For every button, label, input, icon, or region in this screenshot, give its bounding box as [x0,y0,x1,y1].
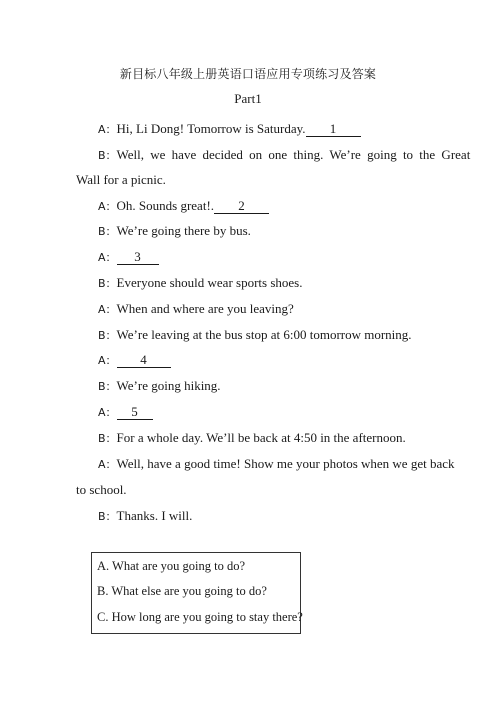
dialogue-line-11 [98,404,153,420]
dialogue-text: Well, have a good time! Show me your photos when we get back [116,456,455,471]
dialogue-text: Well, we have decided on one thing. We’re going to the Great [116,147,471,162]
dialogue-line-2 [98,147,470,163]
speaker-label: B： [98,277,117,290]
answer-blank-2: 2 [214,199,269,214]
dialogue-text: Everyone should wear sports shoes. [116,275,303,290]
answer-blank-1: 1 [306,122,361,137]
answer-blank-3: 3 [117,250,159,265]
dialogue-line-10 [98,378,221,394]
dialogue-text: Hi, Li Dong! Tomorrow is Saturday. [116,121,306,136]
dialogue-text: Oh. Sounds great!. [116,198,215,213]
dialogue-line-14 [98,508,192,524]
dialogue-line-9 [98,352,171,368]
dialogue-text: We’re leaving at the bus stop at 6:00 tomorrow morning. [116,327,412,342]
speaker-label: A： [98,200,117,213]
dialogue-text: We’re going there by bus. [116,223,251,238]
dialogue-line-12 [98,430,406,446]
part-heading: Part1 [234,91,262,106]
dialogue-line-1 [98,121,361,137]
dialogue-line-5 [98,249,159,265]
speaker-label: B： [98,432,117,445]
document-title: 新目标八年级上册英语口语应用专项练习及答案 [119,67,377,81]
dialogue-line-8 [98,327,412,343]
dialogue-text: When and where are you leaving? [116,301,294,316]
speaker-label: B： [98,380,117,393]
options-box [91,552,301,634]
speaker-label: B： [98,510,117,523]
speaker-label: A： [98,458,117,471]
speaker-label: B： [98,329,117,342]
option-a: A. What are you going to do? [97,559,245,573]
option-b: B. What else are you going to do? [97,584,267,598]
dialogue-line-4 [98,223,251,239]
speaker-label: B： [98,225,117,238]
speaker-label: B： [98,149,117,162]
dialogue-text: We’re going hiking. [116,378,221,393]
answer-blank-5: 5 [117,405,153,420]
answer-blank-4: 4 [117,353,171,368]
speaker-label: A： [98,123,117,136]
dialogue-line-6 [98,275,302,291]
dialogue-text: Thanks. I will. [116,508,193,523]
dialogue-line-3 [98,198,269,214]
dialogue-line-2-continuation: Wall for a picnic. [76,172,166,187]
speaker-label: A： [98,406,117,419]
dialogue-text: For a whole day. We’ll be back at 4:50 in the afternoon. [116,430,406,445]
option-c: C. How long are you going to stay there? [97,610,303,624]
speaker-label: A： [98,303,117,316]
dialogue-line-7 [98,301,294,317]
dialogue-line-13-continuation: to school. [76,482,127,497]
speaker-label: A： [98,354,117,367]
dialogue-line-13 [98,456,455,472]
speaker-label: A： [98,251,117,264]
